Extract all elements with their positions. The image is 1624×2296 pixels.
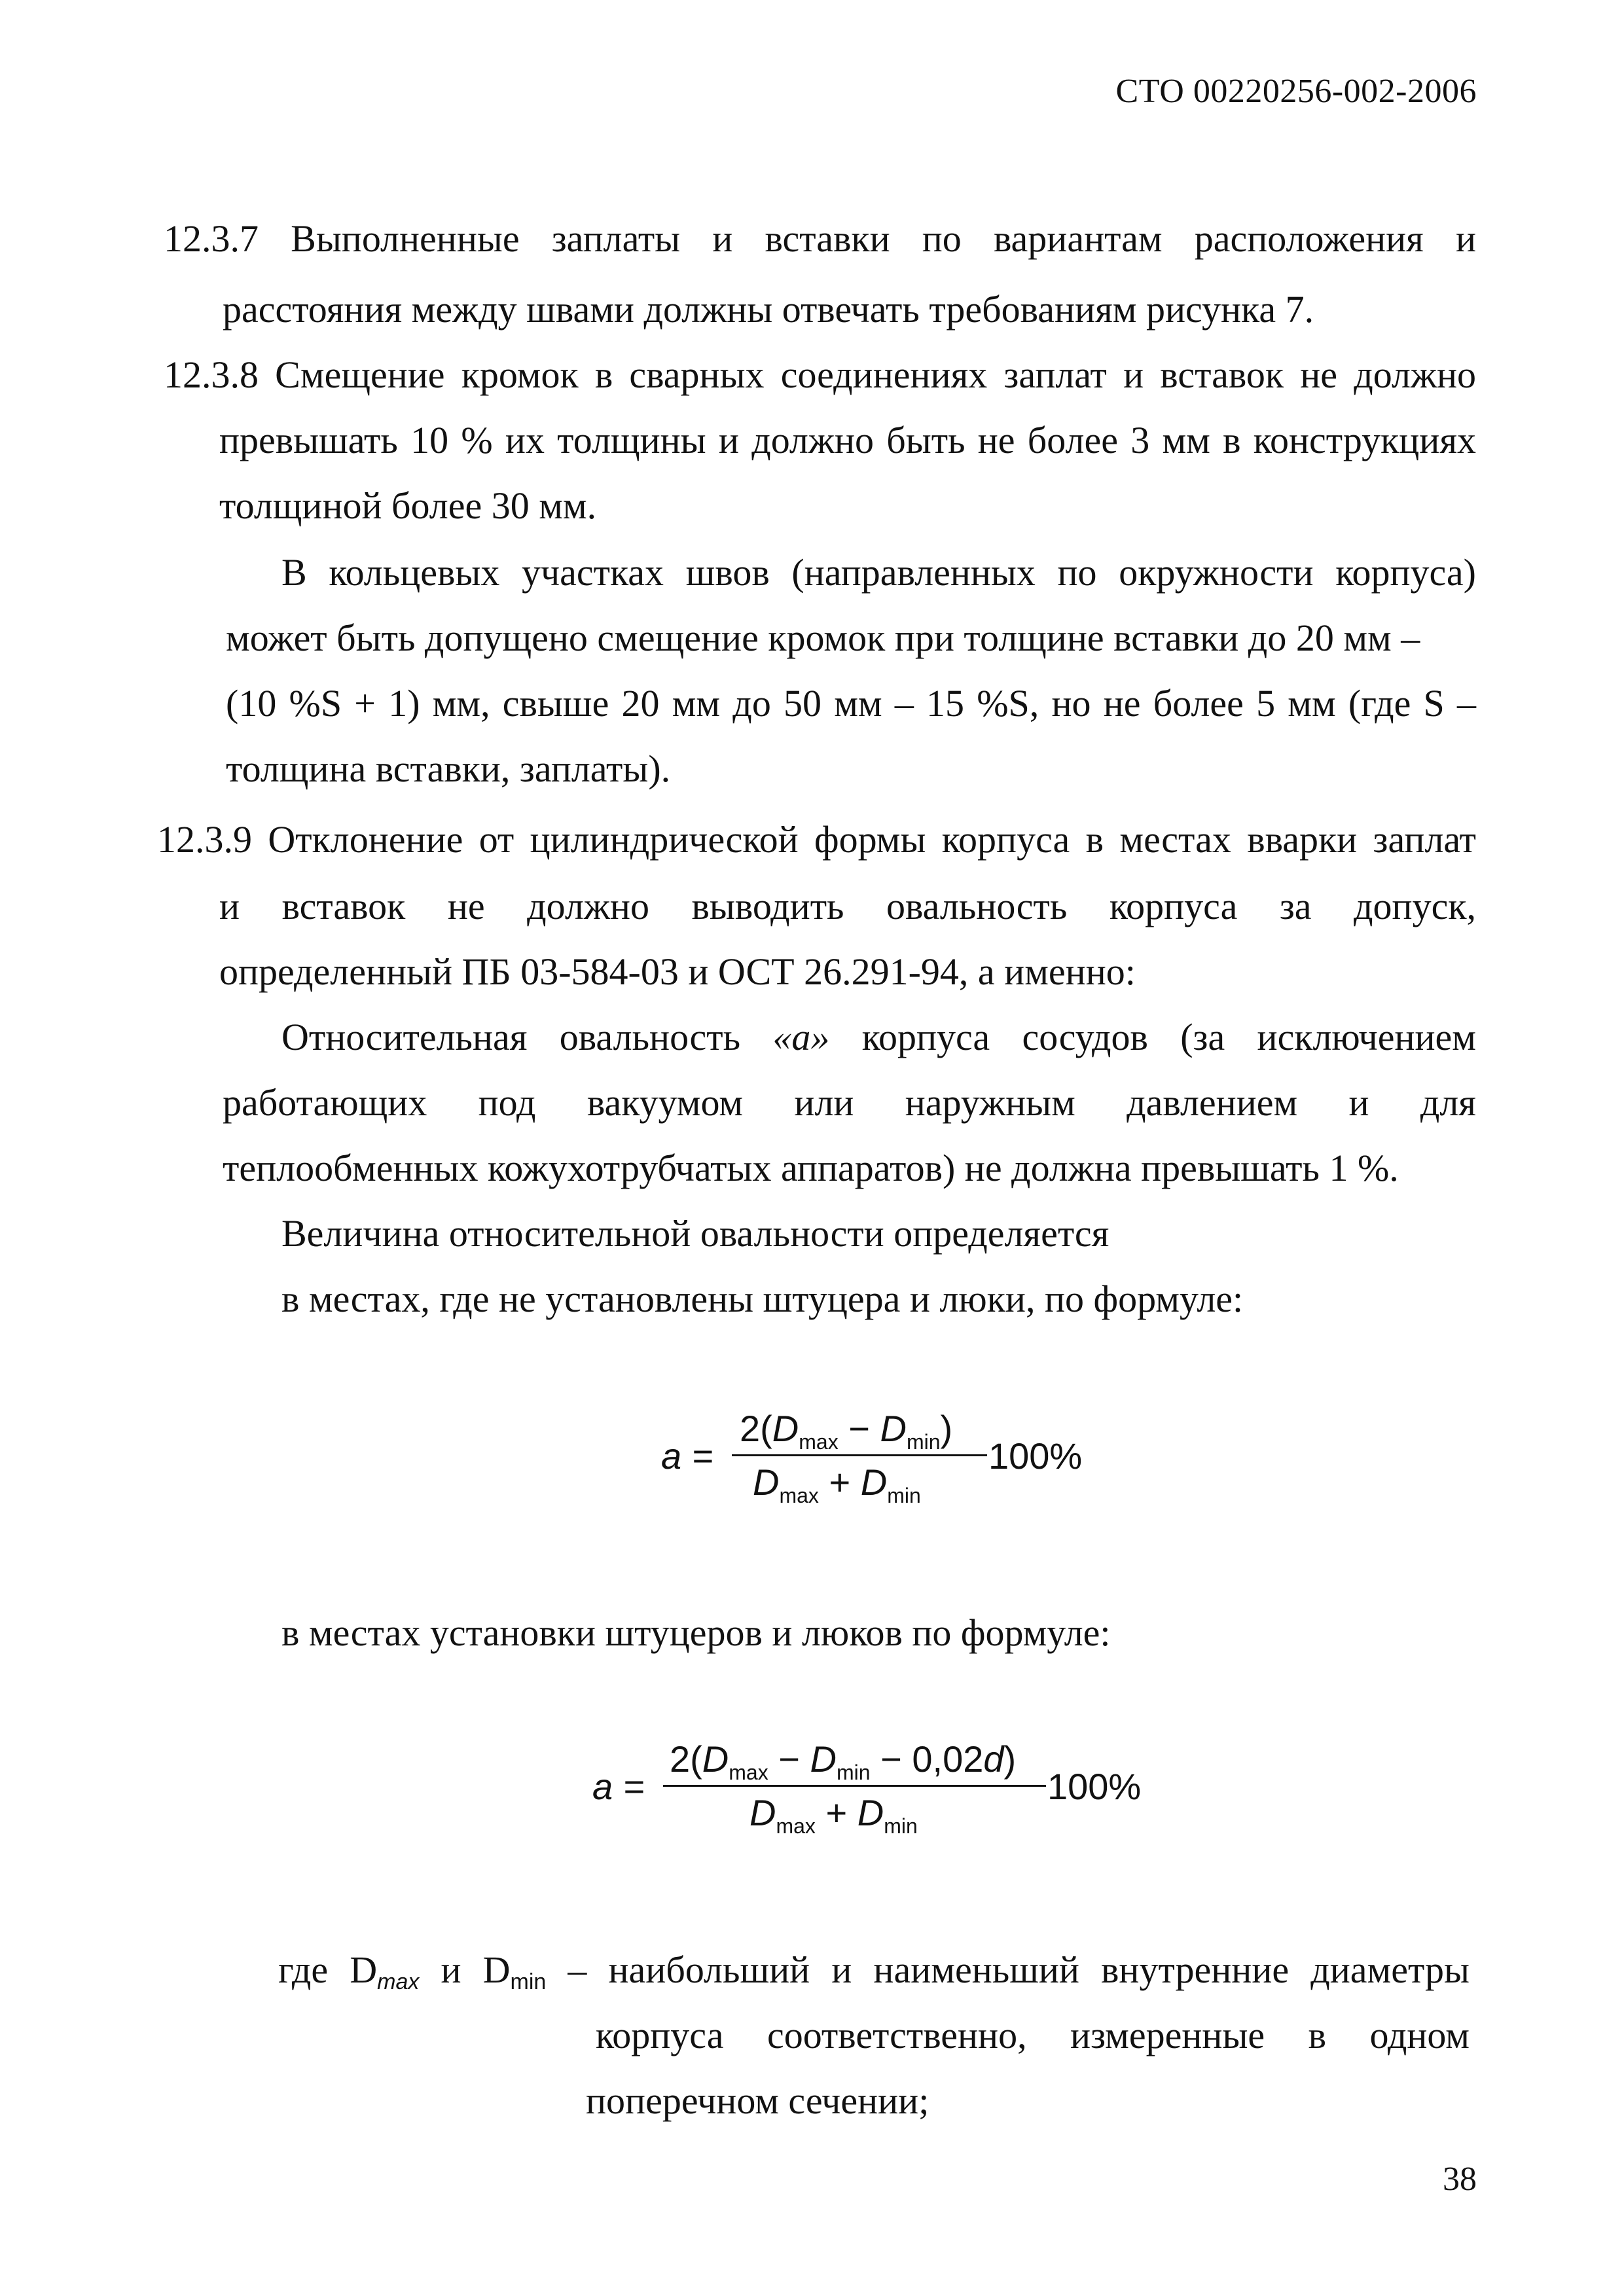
definition-line-3: поперечном сечении; [586, 2079, 929, 2122]
para-12-3-7-line-2: расстояния между швами должны отвечать требованиям рисунка 7. [223, 288, 1314, 331]
para-12-3-9-line-1: 12.3.9 Отклонение от цилиндрической формы корпуса в местах вварки заплат [157, 818, 1476, 861]
formula1-denominator: $D_{max} + D_{min}$ [753, 1462, 921, 1507]
document-code-header: СТО 00220256-002-2006 [1115, 73, 1477, 110]
para-12-3-9-line-3: определенный ПБ 03-584-03 и ОСТ 26.291-94, а именно: [219, 950, 1136, 993]
para-relative-line-3: теплообменных кожухотрубчатых аппаратов) не должна превышать 1 %. [223, 1147, 1399, 1189]
definition-line-1: где Dmax и Dmin – наибольший и наименьший внутренние диаметры [278, 1948, 1470, 1994]
para-ring-line-1: В кольцевых участках швов (направленных по окружности корпуса) [281, 551, 1476, 594]
para-12-3-7-line-1: 12.3.7 Выполненные заплаты и вставки по вариантам расположения и [164, 217, 1476, 260]
page-number: 38 [1443, 2161, 1477, 2198]
formula1-fraction-bar [732, 1454, 987, 1456]
para-12-3-9-line-2: и вставок не должно выводить овальность корпуса за допуск, [219, 885, 1476, 927]
para-12-3-8-line-3: толщиной более 30 мм. [219, 484, 597, 527]
para-relative-line-1-post: корпуса сосудов (за исключением [829, 1016, 1476, 1058]
para-install-line-1: в местах установки штуцеров и люков по формуле: [281, 1611, 1111, 1654]
formula2-percent: 100% [1047, 1766, 1142, 1807]
para-value-line-1: Величина относительной овальности определяется [281, 1212, 1110, 1255]
formula1-percent: 100% [988, 1435, 1083, 1477]
formula2-numerator: $2(D_{max} - D_{min} - 0,02d)$ [670, 1738, 1017, 1784]
formula2-lhs: a = [592, 1766, 645, 1807]
para-relative-line-1 [281, 1014, 1476, 1060]
para-relative-line-2: работающих под вакуумом или наружным давлением и для [223, 1081, 1476, 1124]
para-ring-line-4: толщина вставки, заплаты). [226, 747, 671, 790]
para-ring-line-3: (10 %S + 1) мм, свыше 20 мм до 50 мм – 15 %S, но не более 5 мм (где S – [226, 682, 1476, 725]
formula1-lhs: a = [661, 1435, 713, 1477]
para-12-3-8-line-1: 12.3.8 Смещение кромок в сварных соединениях заплат и вставок не должно [164, 353, 1476, 396]
formula1-numerator: $2(D_{max} - D_{min})$ [740, 1408, 953, 1454]
ovality-symbol: «а» [772, 1016, 830, 1058]
para-ring-line-2: может быть допущено смещение кромок при толщине вставки до 20 мм – [226, 617, 1420, 659]
formula2-fraction-bar [663, 1785, 1046, 1787]
para-value-line-2: в местах, где не установлены штуцера и люки, по формуле: [281, 1278, 1244, 1320]
formula2-denominator: $D_{max} + D_{min}$ [749, 1792, 918, 1838]
definition-line-2: корпуса соответственно, измеренные в одном [596, 2014, 1470, 2056]
para-12-3-8-line-2: превышать 10 % их толщины и должно быть не более 3 мм в конструкциях [219, 419, 1476, 461]
para-relative-line-1-pre: Относительная овальность [281, 1016, 773, 1058]
